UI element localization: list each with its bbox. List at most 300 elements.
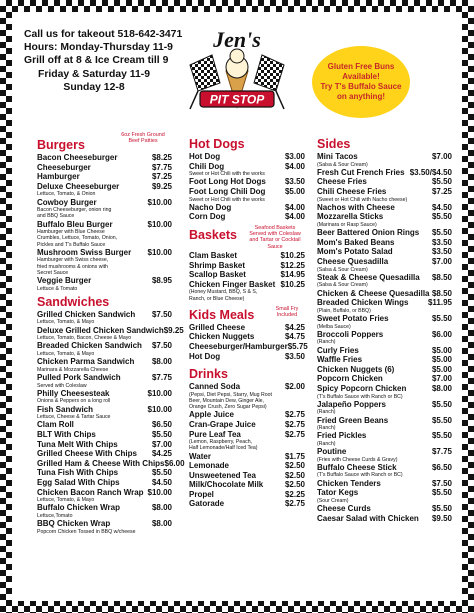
menu-item [189, 261, 305, 271]
phone-line: Call us for takeout 518-642-3471 [24, 29, 183, 40]
jens-pit-stop-logo [186, 25, 288, 117]
menu-item [37, 198, 172, 208]
item-description: Half Lemonade/Half Iced Tea) [189, 445, 258, 452]
menu-item [37, 440, 172, 450]
item-price: $5.75 [287, 341, 308, 351]
item-name: Veggie Burger [37, 275, 92, 285]
item-description: (T's Buffalo Sauce with Ranch or BC) [317, 393, 403, 400]
item-price: $7.75 [151, 162, 172, 172]
item-name: Cheeseburger/Hamburger [189, 341, 288, 351]
menu-item [189, 203, 305, 213]
hours-sunday: Sunday 12-8 [63, 81, 125, 93]
item-price: $6.50 [151, 420, 172, 430]
drinks-section [189, 367, 305, 509]
item-name: Mozzarella Sticks [317, 212, 384, 222]
item-name: Tuna Fish With Chips [37, 468, 119, 478]
menu-item [189, 251, 305, 261]
item-price: $2.75 [284, 410, 305, 420]
item-description: Hamburger with Swiss cheese, [37, 257, 109, 264]
item-price: $4.25 [151, 449, 172, 459]
item-price: $10.25 [280, 250, 305, 260]
item-name: Poutine [317, 447, 347, 457]
item-price: $2.75 [284, 419, 305, 429]
item-price: $2.50 [284, 470, 305, 480]
menu-item [37, 220, 172, 230]
item-price: $3.50 [431, 247, 452, 257]
menu-item [317, 152, 452, 162]
item-description: Marinara & Mozzarella Cheese [37, 366, 109, 373]
item-name: Pure Leaf Tea [189, 429, 241, 439]
item-name: Mom's Potato Salad [317, 247, 393, 257]
item-price: $4.50 [151, 477, 172, 487]
section-title-sandwiches: Sandwiches [37, 294, 110, 309]
menu-item [37, 458, 185, 469]
item-price: $3.50/$4.50 [409, 167, 452, 177]
note-line: Served with Coleslaw [249, 231, 301, 238]
kids-meals-section [189, 305, 308, 361]
section-title-sides: Sides [317, 137, 351, 151]
item-description: (Salsa & Sour Cream) [317, 282, 368, 289]
menu-item [317, 504, 452, 514]
menu-item [37, 389, 172, 399]
note-line: and Tartar or Cocktail [249, 237, 301, 244]
item-price: $8.50 [431, 288, 452, 298]
item-description: Beer, Mountain Dew, Ginger Ale, [189, 397, 264, 404]
item-price: $7.00 [431, 374, 452, 384]
item-name: Lemonade [189, 461, 230, 471]
badge-line: Try T's Buffalo Sauce [320, 82, 402, 91]
item-name: Fish Sandwich [37, 404, 94, 414]
sides-section [317, 137, 452, 523]
burgers-section [37, 132, 172, 292]
item-description: (Sour Cream) [317, 497, 349, 504]
item-price: $7.50 [151, 341, 172, 351]
menu-item [189, 270, 305, 280]
item-price: $5.50 [431, 228, 452, 238]
item-name: Fried Pickles [317, 431, 367, 441]
item-description: (Ranch) [317, 440, 336, 447]
item-price: $8.50 [431, 272, 452, 282]
item-name: Grilled Chicken Sandwich [37, 309, 136, 319]
item-name: Beer Battered Onion Rings [317, 228, 420, 238]
item-name: Unsweetened Tea [189, 470, 256, 480]
menu-item [189, 187, 305, 197]
item-name: Cran-Grape Juice [189, 419, 256, 429]
item-price: $5.00 [431, 345, 452, 355]
item-name: Deluxe Cheeseburger [37, 181, 120, 191]
item-price: $5.50 [431, 399, 452, 409]
item-name: Steak & Cheese Quesadilla [317, 272, 420, 282]
menu-item [317, 479, 452, 489]
item-price: $5.50 [431, 313, 452, 323]
menu-item [317, 400, 452, 410]
section-title-baskets: Baskets [189, 227, 237, 242]
menu-item [37, 153, 172, 163]
item-description: (Ranch) [317, 339, 336, 346]
item-description: Ranch, or Blue Cheese) [189, 295, 245, 302]
menu-item [317, 330, 452, 340]
item-price: $7.75 [151, 372, 172, 382]
menu-item [189, 341, 308, 352]
item-name: BLT With Chips [37, 429, 96, 439]
menu-item [317, 228, 452, 238]
item-price: $12.25 [280, 260, 305, 270]
item-price: $5.50 [151, 468, 172, 478]
item-price: $5.50 [431, 212, 452, 222]
badge-line: Gluten Free Buns [327, 62, 395, 71]
menu-item [37, 357, 172, 367]
item-price: $8.00 [151, 503, 172, 513]
menu-item [37, 519, 172, 529]
item-description: Orange Crush, Zero Sugar Pepsi) [189, 404, 267, 411]
item-name: Deluxe Grilled Chicken Sandwich [37, 325, 164, 335]
menu-item [37, 341, 172, 351]
item-name: Grilled Cheese With Chips [37, 449, 137, 459]
item-description: (Plain, Buffalo, or BBQ) [317, 307, 371, 314]
menu-item [189, 490, 305, 500]
note-line: Beef Patties [128, 138, 158, 145]
middle-column [189, 137, 308, 509]
item-name: Chicken & Cheese Quesadilla [317, 288, 430, 298]
section-title-kids: Kids Meals [189, 307, 255, 322]
item-name: Clam Basket [189, 250, 238, 260]
menu-item [37, 182, 172, 192]
menu-item [37, 503, 172, 513]
menu-item [189, 382, 305, 392]
item-name: Tator Kegs [317, 488, 359, 498]
section-title-hotdogs: Hot Dogs [189, 137, 245, 151]
badge-line: on anything! [337, 92, 385, 101]
item-description: Lettuce, Tomato, & Onion [37, 191, 96, 198]
item-name: Bacon Cheeseburger [37, 153, 118, 162]
menu-item [189, 452, 305, 462]
menu-item [37, 276, 172, 286]
menu-item [317, 346, 452, 356]
item-name: Chicken Nuggets [189, 332, 255, 342]
item-description: Lettuce, Tomato, & Mayo [37, 319, 95, 326]
item-name: Canned Soda [189, 382, 241, 392]
item-name: Buffalo Cheese Stick [317, 462, 397, 472]
contact-hours [24, 28, 183, 94]
item-price: $10.00 [147, 197, 172, 207]
item-price: $2.00 [284, 382, 305, 392]
item-description: Sweet or Hot Chili with the works [189, 196, 265, 203]
menu-item [37, 405, 172, 415]
item-description: Secret Sauce [37, 269, 69, 276]
item-description: (T's Buffalo Sauce with Ranch or BC) [317, 472, 403, 479]
left-column [37, 132, 185, 535]
menu-item [37, 248, 172, 258]
menu-item [37, 420, 172, 430]
item-name: Propel [189, 489, 214, 499]
menu-item [317, 257, 452, 267]
item-price: $7.00 [431, 152, 452, 161]
menu-item [317, 314, 452, 324]
item-description: Onions & Peppers on a long roll [37, 398, 111, 405]
item-price: $8.00 [431, 383, 452, 393]
menu-item [317, 463, 452, 473]
item-name: Cheeseburger [37, 162, 91, 172]
item-name: Mushroom Swiss Burger [37, 247, 132, 257]
menu-item [189, 430, 305, 440]
menu-item [189, 152, 305, 162]
item-description: Lettuce, Tomato, & Mayo [37, 350, 95, 357]
menu-item [317, 247, 452, 257]
item-price: $3.50 [431, 237, 452, 247]
item-name: Shrimp Basket [189, 260, 246, 270]
item-name: Hamburger [37, 172, 80, 182]
item-price: $4.25 [284, 322, 305, 332]
item-name: Clam Roll [37, 420, 74, 430]
item-name: Pulled Pork Sandwich [37, 372, 121, 382]
badge-line: Available! [342, 72, 380, 81]
item-name: Chicken Tenders [317, 478, 381, 488]
menu-item [189, 280, 305, 290]
menu-item [37, 163, 172, 173]
item-name: Jalapeño Poppers [317, 399, 386, 409]
menu-item [317, 177, 452, 187]
item-description: Lettuce, Tomato, & Mayo [37, 497, 95, 504]
menu-item [317, 212, 452, 222]
menu-item [37, 488, 172, 498]
item-description: (Fries with Cheese Curds & Gravy) [317, 456, 398, 463]
item-price: $3.50 [284, 177, 305, 187]
baskets-section [189, 224, 305, 302]
item-name: Broccoli Poppers [317, 329, 384, 339]
item-name: Scallop Basket [189, 270, 246, 280]
item-name: Breaded Chicken Sandwich [37, 341, 142, 351]
note-line: Sauce [267, 243, 283, 250]
item-description: (Salsa & Sour Cream) [317, 161, 368, 168]
item-price: $10.00 [147, 487, 172, 497]
item-description: Pickles and T's Buffalo Sauce [37, 241, 106, 248]
item-name: Caesar Salad with Chicken [317, 513, 419, 523]
item-price: $4.00 [284, 212, 305, 222]
note-line: Seafood Baskets [254, 224, 296, 231]
item-price: $5.50 [431, 415, 452, 425]
item-description: (Lemon, Raspberry, Peach, [189, 439, 253, 446]
menu-item [317, 416, 452, 426]
item-description: (Melba Sauce) [317, 323, 351, 330]
hotdogs-section [189, 137, 305, 222]
item-price: $10.00 [147, 219, 172, 229]
item-price: $10.00 [147, 404, 172, 414]
item-description: Lettuce,Tomato [37, 512, 73, 519]
item-price: $7.00 [431, 256, 452, 266]
baskets-note [245, 225, 305, 250]
item-name: Nachos with Cheese [317, 202, 395, 212]
item-name: Chili Dog [189, 161, 225, 171]
item-description: and BBQ Sauce [37, 213, 75, 220]
item-price: $5.00 [431, 355, 452, 365]
item-price: $8.00 [151, 519, 172, 529]
item-name: Philly Cheesesteak [37, 388, 110, 398]
item-name: Hot Dog [189, 152, 221, 161]
item-price: $5.00 [431, 364, 452, 374]
item-price: $7.25 [151, 172, 172, 182]
menu-item [37, 449, 172, 459]
item-description: Sweet or Hot Chili with the works [189, 171, 265, 178]
note-line: Small Fry [275, 305, 299, 312]
item-price: $5.50 [151, 429, 172, 439]
item-price: $4.00 [284, 202, 305, 212]
item-description: Bacon Cheeseburger, onion ring [37, 207, 112, 214]
item-name: Buffalo Bleu Burger [37, 219, 113, 229]
item-price: $6.00 [164, 458, 185, 468]
hours-grill-note: Grill off at 8 & Ice Cream till 9 [24, 55, 169, 67]
menu-item [317, 273, 452, 283]
item-name: Hot Dog [189, 351, 221, 361]
item-price: $1.75 [284, 451, 305, 461]
menu-item [317, 514, 452, 524]
item-name: Fried Green Beans [317, 415, 389, 425]
menu-item [189, 177, 305, 187]
item-name: Chicken Parma Sandwich [37, 357, 135, 367]
item-description: Crumbles, Lettuce, Tomato, Onion, [37, 235, 118, 242]
note-line: Included [276, 311, 298, 318]
item-description: fried mushrooms & onions with [37, 263, 108, 270]
section-title-burgers: Burgers [37, 138, 85, 152]
item-price: $4.50 [431, 202, 452, 212]
item-name: Water [189, 451, 211, 461]
item-price: $3.50 [284, 351, 305, 361]
item-name: Apple Juice [189, 410, 234, 420]
item-price: $6.50 [431, 462, 452, 472]
kids-note [269, 306, 305, 318]
item-description: Lettuce & Tomato [37, 285, 78, 292]
item-price: $10.25 [280, 279, 305, 289]
menu-item [189, 410, 305, 420]
item-price: $4.00 [284, 161, 305, 171]
item-price: $8.95 [151, 275, 172, 285]
menu-item [317, 384, 452, 394]
item-name: Mom's Baked Beans [317, 237, 395, 247]
item-name: Tuna Melt With Chips [37, 439, 118, 449]
item-name: Cowboy Burger [37, 197, 97, 207]
menu-item [37, 310, 172, 320]
item-price: $14.95 [280, 270, 305, 280]
item-price: $9.25 [151, 181, 172, 191]
item-name: Spicy Popcorn Chicken [317, 383, 407, 393]
item-name: Egg Salad With Chips [37, 477, 120, 487]
item-description: Hamburger with Blue Cheese [37, 229, 105, 236]
item-name: Breaded Chicken Wings [317, 298, 409, 308]
item-price: $4.75 [284, 332, 305, 342]
item-price: $7.75 [431, 447, 452, 457]
menu-item [189, 162, 305, 172]
menu-item [189, 471, 305, 481]
menu-item [317, 447, 452, 457]
item-description: (Marinara or Rasp Sauce) [317, 221, 377, 228]
menu-item [189, 332, 305, 342]
item-price: $9.50 [431, 513, 452, 523]
menu-item [37, 468, 172, 478]
item-price: $9.25 [163, 325, 184, 335]
hours-weekday: Hours: Monday-Thursday 11-9 [24, 42, 173, 54]
item-price: $7.50 [151, 309, 172, 319]
item-price: $5.00 [284, 186, 305, 196]
item-name: Cheese Curds [317, 504, 371, 514]
item-name: Curly Fries [317, 345, 359, 355]
item-price: $5.50 [431, 177, 452, 187]
menu-item [37, 325, 184, 336]
logo-script-text: Jen's [213, 27, 261, 52]
item-price: $11.95 [427, 298, 452, 308]
item-name: Chicken Nuggets (6) [317, 364, 395, 374]
item-price: $8.25 [151, 153, 172, 162]
item-name: Buffalo Chicken Wrap [37, 503, 120, 513]
menu-item [317, 355, 452, 365]
item-price: $6.00 [431, 329, 452, 339]
item-name: Sweet Potato Fries [317, 313, 389, 323]
item-price: $5.50 [431, 504, 452, 514]
item-price: $5.50 [431, 488, 452, 498]
menu-item [189, 323, 305, 333]
item-name: Chili Cheese Fries [317, 186, 387, 196]
sandwiches-section [37, 294, 185, 535]
logo-banner-text: PIT STOP [209, 92, 265, 107]
item-name: Grilled Cheese [189, 322, 246, 332]
item-name: Nacho Dog [189, 202, 232, 212]
item-description: (Pepsi, Diet Pepsi, Starry, Mug Root [189, 391, 272, 398]
item-price: $2.25 [284, 489, 305, 499]
item-name: Foot Long Hot Dogs [189, 177, 266, 187]
item-description: Popcorn Chicken Tossed in BBQ w/cheese [37, 528, 136, 535]
hours-weekend: Friday & Saturday 11-9 [37, 68, 151, 80]
gluten-free-badge [312, 46, 410, 118]
menu-item [317, 187, 452, 197]
item-description: Lettuce, Cheese & Tartar Sauce [37, 414, 111, 421]
menu-item [317, 238, 452, 248]
item-description: Lettuce, Tomato, Bacon, Cheese & Mayo [37, 335, 132, 342]
menu-item [189, 352, 305, 362]
item-name: Popcorn Chicken [317, 374, 383, 384]
item-description: (Honey Mustard, BBQ, S & S, [189, 289, 258, 296]
menu-item [189, 461, 305, 471]
item-price: $10.00 [147, 247, 172, 257]
item-name: BBQ Chicken Wrap [37, 519, 111, 529]
item-price: $5.50 [431, 431, 452, 441]
item-name: Gatorade [189, 499, 225, 509]
item-price: $3.00 [284, 152, 305, 161]
menu-item [189, 212, 305, 222]
item-name: Chicken Bacon Ranch Wrap [37, 487, 144, 497]
item-price: $7.00 [151, 439, 172, 449]
item-name: Fresh Cut French Fries [317, 167, 405, 177]
item-price: $2.75 [284, 429, 305, 439]
item-description: (Sweet or Hot Chili with Nacho cheese) [317, 196, 408, 203]
menu-item [37, 172, 172, 182]
menu-item [189, 480, 305, 490]
item-name: Milk/Chocolate Milk [189, 480, 264, 490]
item-price: $8.00 [151, 357, 172, 367]
menu-item [37, 373, 172, 383]
item-description: (Ranch) [317, 425, 336, 432]
menu-item [317, 168, 452, 178]
menu-item [317, 431, 452, 441]
item-name: Grilled Ham & Cheese With Chips [37, 458, 165, 468]
menu-item [317, 203, 452, 213]
item-name: Mini Tacos [317, 152, 358, 161]
item-name: Waffle Fries [317, 355, 363, 365]
menu-item [317, 289, 452, 299]
menu-item [189, 420, 305, 430]
item-price: $2.50 [284, 480, 305, 490]
menu-item [317, 365, 452, 375]
note-line: 6oz Fresh Ground [121, 132, 165, 138]
menu-item [317, 298, 452, 308]
menu-item [189, 499, 305, 509]
